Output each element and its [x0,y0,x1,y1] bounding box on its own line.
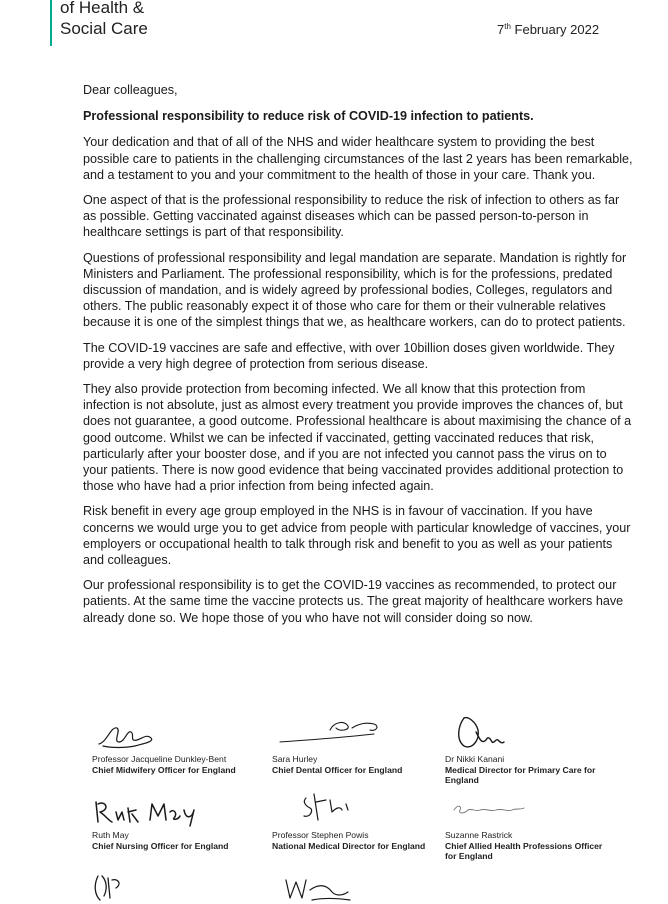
signatory-name: Dr Nikki Kanani [445,754,505,764]
signature-hurley [278,714,388,748]
signatory-name: Suzanne Rastrick [445,830,513,840]
logo-accent-bar [50,0,52,46]
signatory-rastrick [445,830,610,862]
signature-powis [296,790,366,824]
paragraph: Questions of professional responsibility and legal mandation are separate. Mandation is rightly for Ministers and Parliament. The professional responsibility, which is for the professions, predated discussion of mandation, and is widely agreed by professional bodies, Colleges, regulators and others. The public reasonably expect it of those who care for them or their vulnerable relatives because it is one of the simplest things that we, as healthcare workers, can do to protect patients. [83,250,627,330]
paragraph: They also provide protection from becoming infected. We all know that this protection from infection is not absolute, just as almost every treatment you provide improves the chances of, but does not guarantee, a good outcome. Professional healthcare is about maximising the chance of a good outcome. Whilst we can be infected if vaccinated, getting vaccinated reduces that risk, particularly after your booster dose, and if you are not infected you cannot pass the virus on to your patients. There is now good evidence that being vaccinated provides additional protection to those who have had a prior infection from being infected again. [83,382,632,494]
signatory-powis [272,830,447,851]
letter-date: 7th February 2022 [497,22,600,37]
signatory-name: Sara Hurley [272,754,318,764]
signatory-role: Chief Midwifery Officer for England [92,764,236,775]
signature-dunkley-bent [95,718,165,752]
department-line-1: of Health & [60,0,145,17]
signatory-name: Ruth May [92,830,129,840]
signatory-dunkley-bent [92,754,262,775]
letter-subject: Professional responsibility to reduce risk of COVID-19 infection to patients. [83,109,534,124]
signature-partial-centre [282,870,362,904]
paragraph: The COVID-19 vaccines are safe and effective, with over 10billion doses given worldwide. They provide a very high degree of protection from serious disease. [83,340,615,371]
signatory-hurley [272,754,442,775]
signatory-name: Professor Stephen Powis [272,830,369,840]
signatory-role: Chief Nursing Officer for England [92,840,229,851]
paragraph: Your dedication and that of all of the NHS and wider healthcare system to providing the best possible care to patients in the challenging circumstances of the last 2 years has been remarkable, and a testament to you and your commitment to the health of those in your care. Thank you. [83,135,633,182]
signatory-role: Medical Director for Primary Care for England [445,764,596,785]
paragraph: Risk benefit in every age group employed in the NHS is in favour of vaccination. If you have concerns we would urge you to get advice from people with particular knowledge of vaccines, your employers or occupational health to talk through risk and benefit to you as well as your patients and colleagues. [83,504,631,568]
signatory-role: Chief Allied Health Professions Officer for England [445,840,603,861]
signatory-may [92,830,262,851]
department-line-2: Social Care [60,19,148,38]
paragraph: Our professional responsibility is to get the COVID-19 vaccines as recommended, to protect our patients. At the same time the vaccine protects us. The great majority of healthcare workers have already done so. We hope those of you who have not will consider doing so now. [83,578,624,625]
signatory-role: Chief Dental Officer for England [272,764,403,775]
signature-kanani [450,710,520,752]
salutation: Dear colleagues, [83,83,178,97]
signature-block [0,710,668,904]
signatory-role: National Medical Director for England [272,840,426,851]
paragraph: One aspect of that is the professional responsibility to reduce the risk of infection to others as far as possible. Getting vaccinated against diseases which can be passed person-to-person in healthcare settings is part of that responsibility. [83,193,620,240]
signature-may [92,794,202,828]
signatory-kanani [445,754,605,786]
letter-body [83,82,633,635]
department-name [60,0,148,44]
signature-partial-left [88,870,148,904]
signature-rastrick [450,798,530,820]
signatory-name: Professor Jacqueline Dunkley-Bent [92,754,227,764]
